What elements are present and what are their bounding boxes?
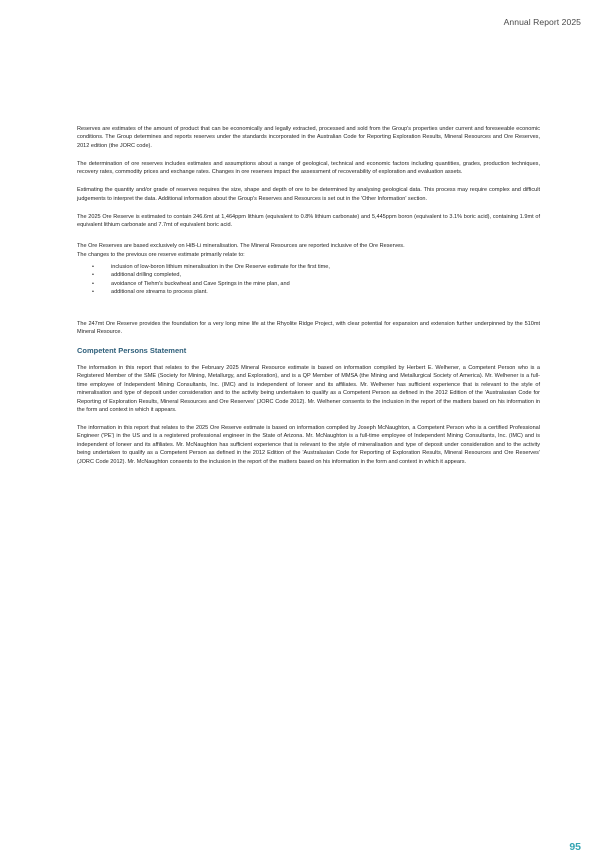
paragraph-reserves-definition: Reserves are estimates of the amount of product that can be economically and legally extracted, processed and sold from the Group's properties under current and foreseeable economic conditions. The Group determines and reports reserves under the standards incorporated in the Australian Code for Reporting Exploration Results, Mineral Resources and Ore Reserves, 2012 edition (the JORC code). (77, 126, 540, 149)
paragraph-ore-reserve-competent-person: The information in this report that relates to the 2025 Ore Reserve estimate is based on information compiled by Joseph McNaughton, a Competent Person who is a certified Professional Engineer ('PE') in the US and is a registered professional engineer in the State of Arizona. Mr. McNaughton is a full-time employee of Independent Mining Consultants, Inc. (IMC) and is independent of Ioneer and its affiliates. Mr. McNaughton has sufficient experience that is relevant to the style of mineralisation and type of deposit under consideration and to the activity being undertaken to qualify as a Competent Person as defined in the 2012 Edition of the 'Australasian Code for Reporting of Exploration Results, Mineral Resources and Ore Reserves' (JORC Code 2012). Mr. McNaughton consents to the inclusion in the report of the matters based on his information in the form and context in which it appears. (77, 424, 540, 465)
list-item-text: avoidance of Tiehm's buckwheat and Cave Springs in the mine plan, and (111, 280, 290, 287)
list-item-text: inclusion of low-boron lithium mineralisation in the Ore Reserve estimate for the first time, (111, 263, 330, 270)
list-item (77, 280, 540, 288)
list-item (77, 271, 540, 279)
bullet-icon: • (92, 272, 94, 279)
paragraph-2025-ore-reserve: The 2025 Ore Reserve is estimated to contain 246.6mt at 1,464ppm lithium (equivalent to 0.8% lithium carbonate) and 5,445ppm boron (equivalent to 3.1% boric acid), containing 1.9mt of equivalent lithium carbonate and 7.7mt of equivalent boric acid. (77, 213, 540, 229)
paragraph-ore-reserve-determination: The determination of ore reserves includes estimates and assumptions about a range of geological, technical and economic factors including quantities, grades, production techniques, recovery rates, commodity prices and exchange rates. Changes in ore reserves impact the assessment of recoverability of exploration and evaluation assets. (77, 160, 540, 176)
paragraph-changes-intro: The changes to the previous ore reserve estimate primarily relate to: (77, 251, 245, 258)
paragraph-ore-reserve-basis: The Ore Reserves are based exclusively on HiB-Li mineralisation. The Mineral Resources are reported inclusive of the Ore Reserves. (77, 243, 405, 250)
bullet-icon: • (92, 289, 94, 296)
bullet-icon: • (92, 263, 94, 270)
list-item-text: additional drilling completed, (111, 272, 181, 279)
paragraph-mineral-resource-competent-person: The information in this report that relates to the February 2025 Mineral Resource estimate is based on information compiled by Herbert E. Welhener, a Competent Person who is a Registered Member of the SME (Society for Mining, Metallurgy, and Exploration), and is a QP Member of MMSA (the Mining and Metallurgical Society of America). Mr. Welhener is a full-time employee of Independent Mining Consultants, Inc. (IMC) and is independent of Ioneer and its affiliates. Mr. Welhener has sufficient experience that is relevant to the style of mineralisation and type of deposit under consideration and to the activity being undertaken to qualify as a Competent Person as defined in the 2012 Edition of the 'Australasian Code for Reporting of Exploration Results, Mineral Resources and Ore Reserves' (JORC Code 2012). Mr. Welhener consents to the inclusion in the report of the matters based on his information in the form and context in which it appears. (77, 364, 540, 413)
bullet-icon: • (92, 280, 94, 287)
list-item-text: additional ore streams to process plant. (111, 289, 208, 296)
list-item (77, 263, 540, 271)
list-item (77, 288, 540, 296)
page-number: 95 (569, 841, 581, 853)
paragraph-mine-life: The 247mt Ore Reserve provides the foundation for a very long mine life at the Rhyolite Ridge Project, with clear potential for expansion and extension further underpinned by the 510mt Mineral Resource. (77, 320, 540, 336)
changes-list (77, 263, 540, 297)
page-content (77, 125, 540, 466)
report-title: Annual Report 2025 (503, 17, 581, 27)
section-heading-competent-persons: Competent Persons Statement (77, 345, 187, 355)
paragraph-estimation-judgements: Estimating the quantity and/or grade of reserves requires the size, shape and depth of ore to be determined by analysing geological data. This process may require complex and difficult judgements to interpret the data. Additional information about the Group's Reserves and Resources is set out in the 'Other Information' section. (77, 187, 540, 202)
